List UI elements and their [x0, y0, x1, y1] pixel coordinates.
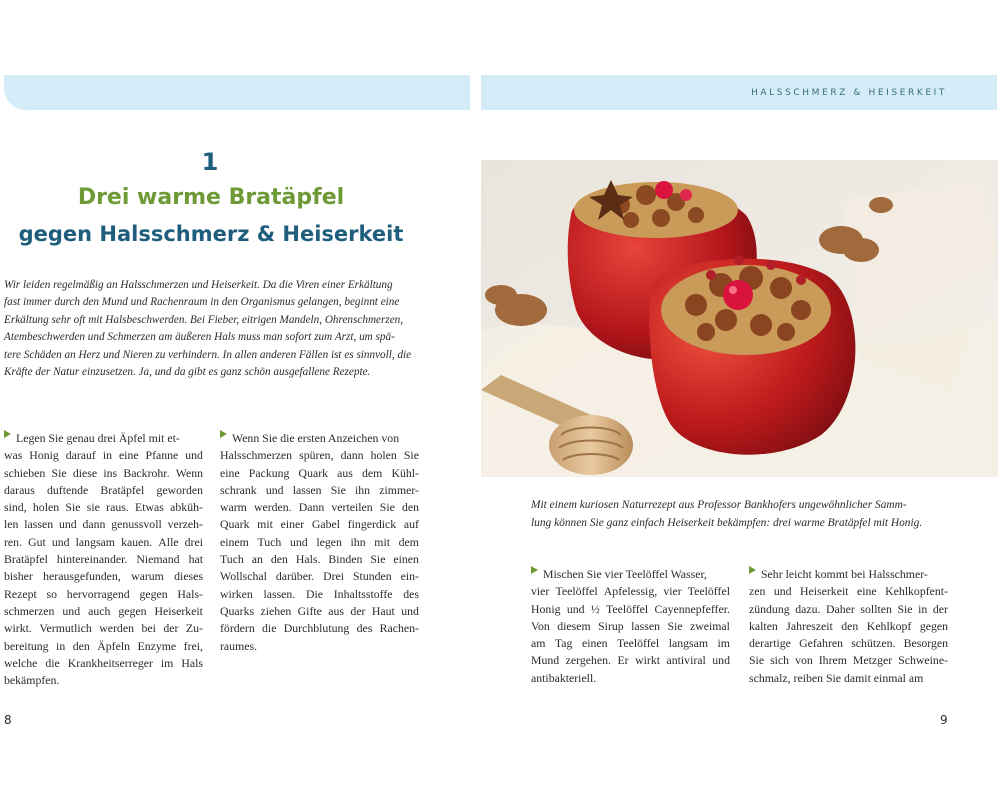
- photo-caption: [531, 496, 951, 532]
- header-band-left: [4, 75, 470, 110]
- text-line: was Honig darauf in eine Pfanne und: [4, 448, 203, 463]
- text-line: bisher herausgefunden, warum dieses: [4, 569, 203, 584]
- text-line: zündung dazu. Daher sollten Sie in der: [749, 601, 948, 616]
- text-line: Quark mit einer Gabel fingerdick auf: [220, 517, 419, 532]
- intro-line: tere Schäden an Herz und Nieren zu verhindern. In allen anderen Fällen ist es sinnvoll, die: [4, 348, 412, 361]
- running-head: HALSSCHMERZ & HEISERKEIT: [751, 88, 947, 98]
- text-line: len lassen und dann genussvoll verzeh-: [4, 517, 203, 532]
- text-line: schmerzen und auch gegen Heiserkeit: [4, 603, 203, 618]
- intro-line: Atembeschwerden und Schmerzen am äußeren Hals muss man sofort zum Arzt, um spä-: [4, 331, 395, 344]
- text-line: fördern die Durchblutung des Rachen-: [220, 621, 419, 636]
- page-number-left: 8: [4, 713, 12, 727]
- intro-paragraph: [4, 277, 412, 381]
- text-line: einem Tuch und legen ihn mit dem: [220, 534, 419, 549]
- text-line: derartige Gefahren schützen. Besorgen: [749, 636, 948, 651]
- text-line: Bratäpfel hintereinander. Niemand hat: [4, 552, 203, 567]
- text-line: ren. Gut und langsam kauen. Alle drei: [4, 534, 203, 549]
- text-column-1: [4, 430, 203, 689]
- text-line: Wollschal darüber. Drei Stunden ein-: [220, 569, 419, 584]
- intro-line: fast immer durch den Mund und Rachenraum in den Organismus gelangen, beginnt eine: [4, 296, 400, 309]
- header-band-right: [481, 75, 997, 110]
- text-line: schmalz, reiben Sie damit einmal am: [749, 670, 924, 685]
- text-line: warm werden. Dann verteilen Sie den: [220, 500, 419, 515]
- text-line: bekämpfen.: [4, 673, 60, 688]
- text-line: Von diesem Sirup lassen Sie zweimal: [531, 618, 730, 633]
- text-line: Wenn Sie die ersten Anzeichen von: [220, 430, 419, 447]
- chapter-subtitle: gegen Halsschmerz & Heiserkeit: [18, 222, 404, 246]
- baked-apples-photo: [481, 160, 998, 477]
- text-line: Rezept so hervorragend gegen Hals-: [4, 586, 203, 601]
- text-line: Sehr leicht kommt bei Halsschmer-: [749, 566, 948, 583]
- text-column-4: [749, 566, 948, 687]
- caption-line: Mit einem kuriosen Naturrezept aus Professor Bankhofers ungewöhnlicher Samm-: [531, 499, 907, 511]
- chapter-number: 1: [201, 148, 219, 176]
- text-line: Honig und ½ Teelöffel Cayennepfeffer.: [531, 601, 730, 616]
- text-line: sind, holen Sie sie raus. Etwas abküh-: [4, 500, 203, 515]
- text-line: vier Teelöffel Apfelessig, vier Teelöffel: [531, 584, 730, 599]
- text-line: schrank und lassen Sie ihn zimmer-: [220, 482, 419, 497]
- bullet-arrow-icon: [4, 430, 11, 438]
- text-line: raumes.: [220, 638, 258, 653]
- text-line: daraus duftende Bratäpfel geworden: [4, 482, 203, 497]
- text-line: Legen Sie genau drei Äpfel mit et-: [4, 430, 203, 447]
- page-number-right: 9: [940, 713, 948, 727]
- text-line: Mischen Sie vier Teelöffel Wasser,: [531, 566, 730, 583]
- text-line: Sie sich von Ihrem Metzger Schweine-: [749, 653, 948, 668]
- bullet-arrow-icon: [749, 566, 756, 574]
- text-line: am Tag einen Teelöffel langsam im: [531, 636, 730, 651]
- caption-line: lung können Sie ganz einfach Heiserkeit bekämpfen: drei warme Bratäpfel mit Honig.: [531, 517, 923, 529]
- text-line: Halsschmerzen spüren, dann holen Sie: [220, 448, 419, 463]
- text-line: welche die Krankheitserreger im Hals: [4, 655, 203, 670]
- bullet-arrow-icon: [531, 566, 538, 574]
- text-column-3: [531, 566, 730, 687]
- text-line: kalten Jahreszeit den Kehlkopf gegen: [749, 618, 948, 633]
- text-line: wirkt. Vermutlich werden bei der Zu-: [4, 621, 203, 636]
- text-line: Mund zergehen. Er wirkt antiviral und: [531, 653, 730, 668]
- intro-line: Wir leiden regelmäßig an Halsschmerzen und Heiserkeit. Da die Viren einer Erkältung: [4, 279, 393, 291]
- text-line: eine Packung Quark aus dem Kühl-: [220, 465, 419, 480]
- chapter-title: Drei warme Bratäpfel: [77, 185, 345, 210]
- intro-line: Kräfte der Natur einzusetzen. Ja, und da gibt es ganz schön ausgefallene Rezepte.: [4, 366, 371, 379]
- text-line: wirken lassen. Die Inhaltsstoffe des: [220, 586, 419, 601]
- text-line: Tuch an den Hals. Binden Sie einen: [220, 552, 419, 567]
- text-line: antibakteriell.: [531, 670, 597, 685]
- text-line: zen und Heiserkeit eine Kehlkopfent-: [749, 584, 948, 599]
- text-line: Quarks ziehen Gifte aus der Haut und: [220, 603, 419, 618]
- text-column-2: [220, 430, 419, 655]
- intro-line: Erkältung sehr oft mit Halsbeschwerden. Bei Fieber, eitrigen Mandeln, Ohrenschmerzen,: [4, 313, 404, 326]
- bullet-arrow-icon: [220, 430, 227, 438]
- text-line: schieben Sie diese ins Backrohr. Wenn: [4, 465, 203, 480]
- text-line: bereitung in den Äpfeln Enzyme frei,: [4, 638, 203, 653]
